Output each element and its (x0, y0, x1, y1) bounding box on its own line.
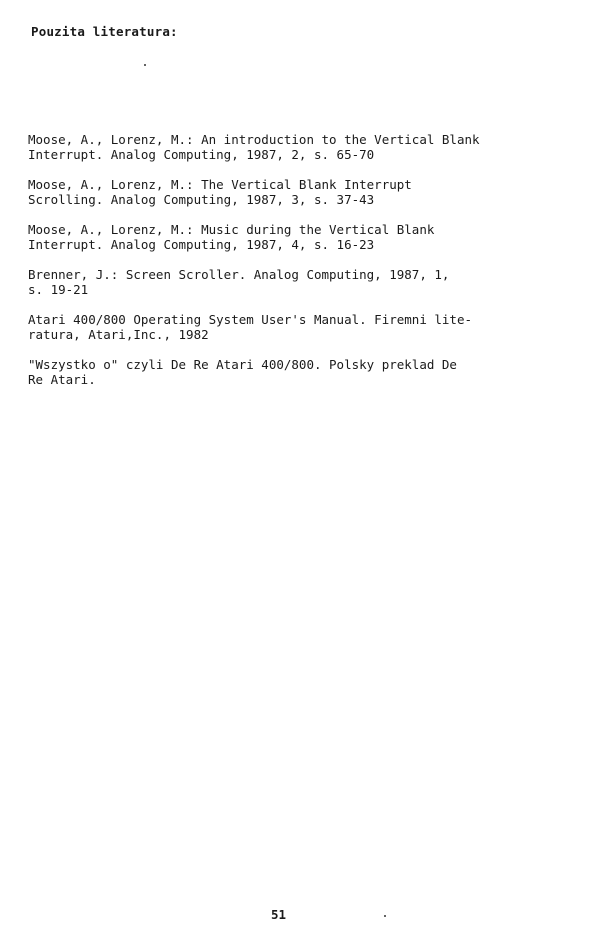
reference-line: Scrolling. Analog Computing, 1987, 3, s. 37-43 (28, 191, 375, 207)
scan-speck (384, 915, 386, 917)
reference-line: "Wszystko o" czyli De Re Atari 400/800. Polsky preklad De (28, 357, 457, 372)
reference-line: Interrupt. Analog Computing, 1987, 4, s. 16-23 (28, 236, 375, 252)
reference-entry (28, 223, 588, 252)
reference-line: ratura, Atari,Inc., 1982 (28, 326, 209, 342)
reference-line: Moose, A., Lorenz, M.: The Vertical Blank Interrupt (28, 177, 412, 192)
reference-line: Moose, A., Lorenz, M.: An introduction to the Vertical Blank (28, 132, 480, 147)
reference-entry (28, 133, 588, 162)
reference-line: Atari 400/800 Operating System User's Manual. Firemni lite- (28, 312, 473, 327)
page-heading: Pouzita literatura: (31, 24, 178, 39)
reference-line: Brenner, J.: Screen Scroller. Analog Computing, 1987, 1, (28, 267, 450, 282)
scan-speck (144, 64, 146, 66)
page-number: 51 (271, 907, 287, 922)
reference-entry (28, 313, 588, 342)
reference-entry (28, 268, 588, 297)
reference-line: Interrupt. Analog Computing, 1987, 2, s. 65-70 (28, 146, 375, 162)
reference-line: Moose, A., Lorenz, M.: Music during the Vertical Blank (28, 222, 435, 237)
reference-entry (28, 178, 588, 207)
reference-line: Re Atari. (28, 371, 96, 387)
reference-entry (28, 358, 588, 387)
reference-list (28, 133, 588, 403)
reference-line: s. 19-21 (28, 281, 89, 297)
